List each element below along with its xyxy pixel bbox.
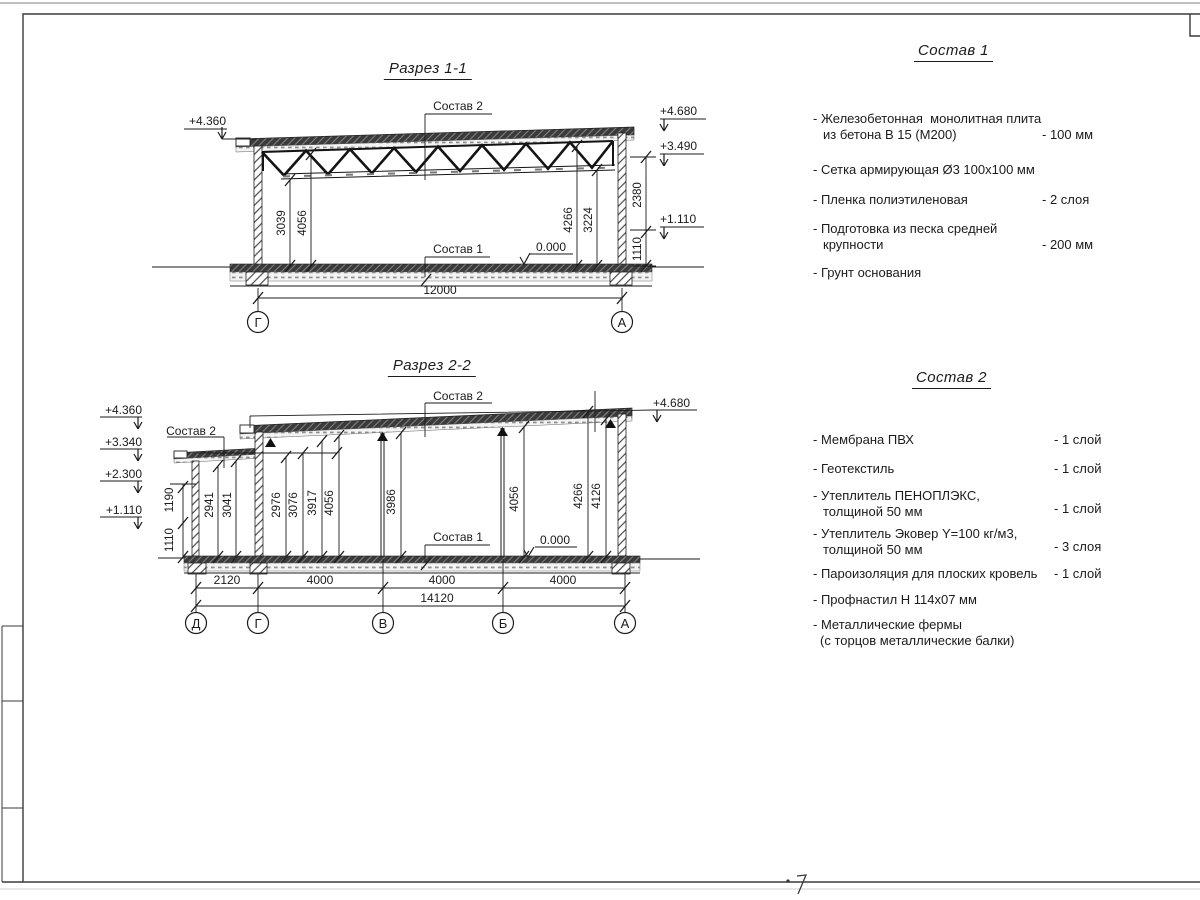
dim-2976: 2976 — [271, 492, 283, 518]
section1-zero-level: 0.000 — [535, 240, 567, 254]
dim-total-14120: 14120 — [420, 591, 454, 605]
elevation-left-top: +4.360 — [188, 114, 226, 128]
list-item: - Подготовка из песка средней крупности — [813, 221, 998, 252]
axis-g2: Г — [254, 615, 262, 631]
dim-4056a: 4056 — [324, 490, 336, 516]
composition2-title: Состав 2 — [912, 369, 991, 389]
dim-1190: 1190 — [164, 487, 176, 513]
elevation-right-low: +1.110 — [660, 212, 697, 226]
list-item: - Железобетонная монолитная плита из бетона В 15 (М200) — [813, 111, 1042, 142]
dim-3076: 3076 — [288, 492, 300, 518]
axis-a2: А — [620, 615, 630, 631]
section2-zero-level: 0.000 — [539, 533, 571, 547]
dim-3041: 3041 — [222, 492, 234, 518]
elevation-4680: +4.680 — [653, 396, 691, 410]
dim-3986: 3986 — [386, 489, 398, 515]
dim-2120: 2120 — [213, 573, 241, 587]
axis-v2: В — [378, 615, 388, 631]
dim-2941: 2941 — [204, 492, 216, 518]
list-item: - Пленка полиэтиленовая — [813, 192, 968, 207]
dim-4000c: 4000 — [549, 573, 577, 587]
dim-1110: 1110 — [632, 237, 644, 261]
dim-total-12000: 12000 — [423, 283, 457, 297]
dim-2380: 2380 — [632, 182, 644, 208]
axis-a: А — [617, 314, 627, 330]
item-value: - 200 мм — [1042, 237, 1094, 252]
elevation-1110: +1.110 — [105, 503, 142, 517]
list-item: - Металлические фермы (с торцов металлические балки) — [813, 617, 1015, 648]
list-item: - Грунт основания — [813, 265, 922, 280]
list-item: - Пароизоляция для плоских кровель — [813, 566, 1038, 581]
section1-sostav2-label: Состав 2 — [433, 99, 483, 113]
section2-title: Разрез 2-2 — [388, 357, 476, 377]
section1-sostav1-label: Состав 1 — [433, 242, 483, 256]
list-item: - Сетка армирующая Ø3 100х100 мм — [813, 162, 1035, 177]
item-value: - 1 слой — [1054, 432, 1102, 447]
item-value: - 100 мм — [1042, 127, 1094, 142]
item-value: - 2 слоя — [1042, 192, 1090, 207]
axis-g: Г — [254, 314, 262, 330]
dim-4056: 4056 — [297, 210, 309, 236]
dim-4126: 4126 — [591, 483, 603, 509]
list-item: - Профнастил Н 114х07 мм — [813, 592, 977, 607]
list-item: - Утеплитель Эковер Y=100 кг/м3, толщиной 50 мм — [813, 526, 1018, 557]
dim-3039: 3039 — [276, 210, 288, 236]
section1-title: Разрез 1-1 — [384, 60, 472, 80]
dim-4056b: 4056 — [509, 486, 521, 512]
section2-sostav2-annex-label: Состав 2 — [166, 424, 216, 438]
axis-d2: Д — [191, 615, 201, 631]
dim-4266: 4266 — [563, 207, 575, 233]
item-value: - 1 слой — [1054, 501, 1102, 516]
section2-sostav2-roof-label: Состав 2 — [433, 389, 483, 403]
list-item: - Утеплитель ПЕНОПЛЭКС, толщиной 50 мм — [813, 488, 980, 519]
dim-4000a: 4000 — [306, 573, 334, 587]
section2-sostav1-label: Состав 1 — [433, 530, 483, 544]
item-value: - 1 слой — [1054, 461, 1102, 476]
item-value: - 3 слоя — [1054, 539, 1102, 554]
dim-1110b: 1110 — [164, 528, 176, 552]
axis-b2: Б — [498, 615, 508, 631]
elevation-right-top: +4.680 — [660, 104, 698, 118]
list-item: - Геотекстиль — [813, 461, 895, 476]
composition1-title: Состав 1 — [914, 42, 993, 62]
fold-mark — [797, 875, 806, 894]
list-item: - Мембрана ПВХ — [813, 432, 914, 447]
dim-3917: 3917 — [307, 490, 319, 516]
section-1-1-drawing — [152, 114, 706, 333]
elevation-right-mid: +3.490 — [660, 139, 698, 153]
item-value: - 1 слой — [1054, 566, 1102, 581]
elevation-4360: +4.360 — [104, 403, 142, 417]
elevation-2300: +2.300 — [104, 467, 142, 481]
dim-4266: 4266 — [573, 483, 585, 509]
elevation-3340: +3.340 — [104, 435, 142, 449]
dim-4000b: 4000 — [428, 573, 456, 587]
dim-3224: 3224 — [583, 207, 595, 233]
